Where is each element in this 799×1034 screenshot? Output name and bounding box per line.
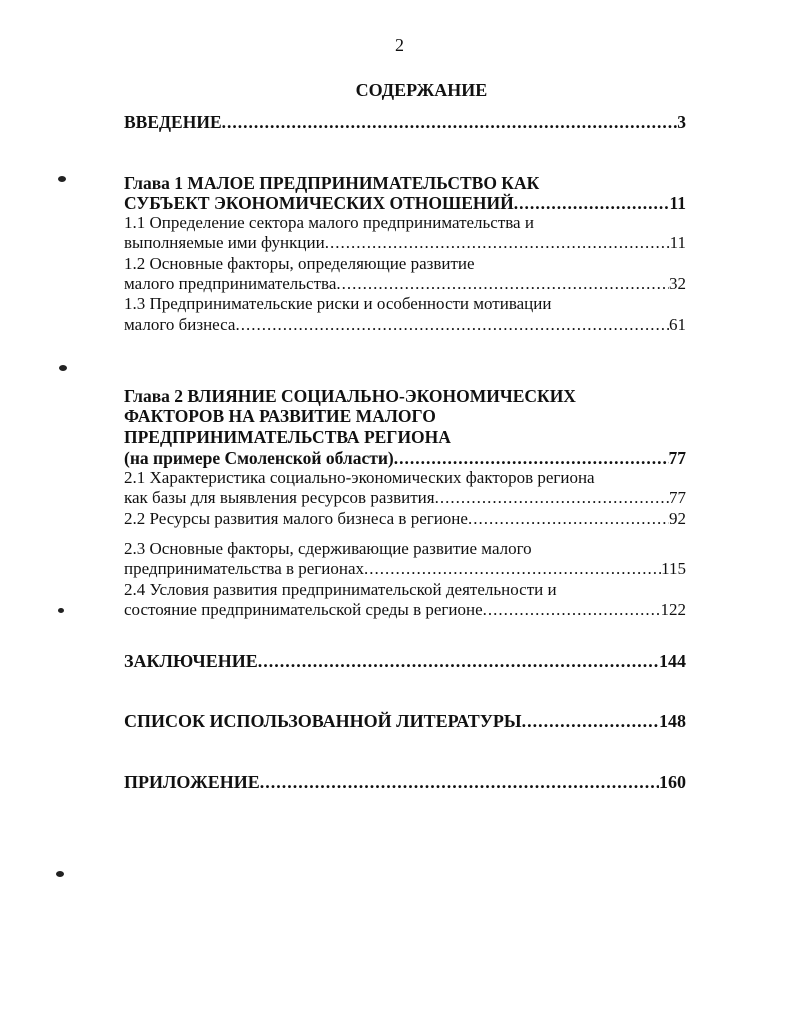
dot-leader xyxy=(235,315,669,335)
toc-entry-page: 115 xyxy=(661,559,686,578)
toc-entry-label: как базы для выявления ресурсов развития xyxy=(124,488,435,507)
dot-leader xyxy=(336,274,669,294)
toc-entry-label: предпринимательства в регионах xyxy=(124,559,365,578)
toc-entry-label: СУБЪЕКТ ЭКОНОМИЧЕСКИХ ОТНОШЕНИЙ xyxy=(124,193,514,213)
dot-leader xyxy=(394,448,669,468)
toc-entry-label: малого предпринимательства xyxy=(124,274,337,293)
toc-entry-page: 122 xyxy=(660,600,686,619)
toc-entry-references[interactable] xyxy=(124,711,686,731)
toc-entry-section-2-1[interactable] xyxy=(124,488,686,508)
scan-mark xyxy=(56,871,64,877)
page-number: 2 xyxy=(395,35,404,55)
toc-entry-page: 92 xyxy=(669,509,686,528)
chapter2-heading-line3: ПРЕДПРИНИМАТЕЛЬСТВА РЕГИОНА xyxy=(124,427,451,447)
dot-leader xyxy=(483,600,661,620)
toc-entry-section-1-3[interactable] xyxy=(124,315,686,335)
toc-entry-page: 144 xyxy=(659,651,686,671)
scan-mark xyxy=(59,365,67,371)
section-1-3-line1: 1.3 Предпринимательские риски и особенности мотивации xyxy=(124,294,552,313)
toc-entry-page: 77 xyxy=(669,488,686,507)
page-title: СОДЕРЖАНИЕ xyxy=(355,80,488,100)
toc-entry-label: 2.2 Ресурсы развития малого бизнеса в регионе xyxy=(124,509,468,528)
toc-entry-section-1-1[interactable] xyxy=(124,233,686,253)
toc-entry-page: 61 xyxy=(669,315,686,334)
toc-entry-label: состояние предпринимательской среды в регионе xyxy=(124,600,483,619)
section-2-1-line1: 2.1 Характеристика социально-экономических факторов региона xyxy=(124,468,595,487)
scan-mark xyxy=(58,176,66,182)
toc-entry-page: 148 xyxy=(659,711,686,731)
chapter2-heading-line2: ФАКТОРОВ НА РАЗВИТИЕ МАЛОГО xyxy=(124,406,436,426)
toc-entry-label: ЗАКЛЮЧЕНИЕ xyxy=(124,651,258,671)
toc-entry-appendix[interactable] xyxy=(124,772,686,792)
toc-entry-page: 11 xyxy=(669,193,686,213)
toc-entry-label: малого бизнеса xyxy=(124,315,236,334)
dot-leader xyxy=(364,559,661,579)
toc-entry-section-1-2[interactable] xyxy=(124,274,686,294)
dot-leader xyxy=(258,651,659,671)
scan-mark xyxy=(58,608,64,613)
section-1-1-line1: 1.1 Определение сектора малого предпринимательства и xyxy=(124,213,534,232)
toc-entry-label: (на примере Смоленской области) xyxy=(124,448,394,468)
dot-leader xyxy=(468,509,669,529)
toc-entry-page: 32 xyxy=(669,274,686,293)
toc-entry-intro[interactable] xyxy=(124,112,686,132)
toc-entry-label: ПРИЛОЖЕНИЕ xyxy=(124,772,260,792)
dot-leader xyxy=(514,193,670,213)
toc-entry-page: 77 xyxy=(668,448,686,468)
toc-entry-label: ВВЕДЕНИЕ xyxy=(124,112,222,132)
chapter2-heading-line1: Глава 2 ВЛИЯНИЕ СОЦИАЛЬНО-ЭКОНОМИЧЕСКИХ xyxy=(124,386,576,406)
chapter1-heading-line1: Глава 1 МАЛОЕ ПРЕДПРИНИМАТЕЛЬСТВО КАК xyxy=(124,173,540,193)
section-2-4-line1: 2.4 Условия развития предпринимательской деятельности и xyxy=(124,580,557,599)
dot-leader xyxy=(260,772,659,792)
toc-entry-page: 3 xyxy=(677,112,686,132)
toc-entry-section-2-3[interactable] xyxy=(124,559,686,579)
toc-entry-label: СПИСОК ИСПОЛЬЗОВАННОЙ ЛИТЕРАТУРЫ xyxy=(124,711,522,731)
section-2-3-line1: 2.3 Основные факторы, сдерживающие развитие малого xyxy=(124,539,532,558)
dot-leader xyxy=(522,711,659,731)
toc-entry-chapter2[interactable] xyxy=(124,448,686,468)
toc-entry-chapter1[interactable] xyxy=(124,193,686,213)
toc-entry-conclusion[interactable] xyxy=(124,651,686,671)
toc-entry-section-2-2[interactable] xyxy=(124,509,686,529)
toc-entry-label: выполняемые ими функции xyxy=(124,233,325,252)
toc-entry-page: 11 xyxy=(669,233,686,252)
toc-entry-page: 160 xyxy=(659,772,686,792)
section-1-2-line1: 1.2 Основные факторы, определяющие развитие xyxy=(124,254,475,273)
dot-leader xyxy=(325,233,670,253)
toc-entry-section-2-4[interactable] xyxy=(124,600,686,620)
dot-leader xyxy=(222,112,678,132)
dot-leader xyxy=(435,488,669,508)
